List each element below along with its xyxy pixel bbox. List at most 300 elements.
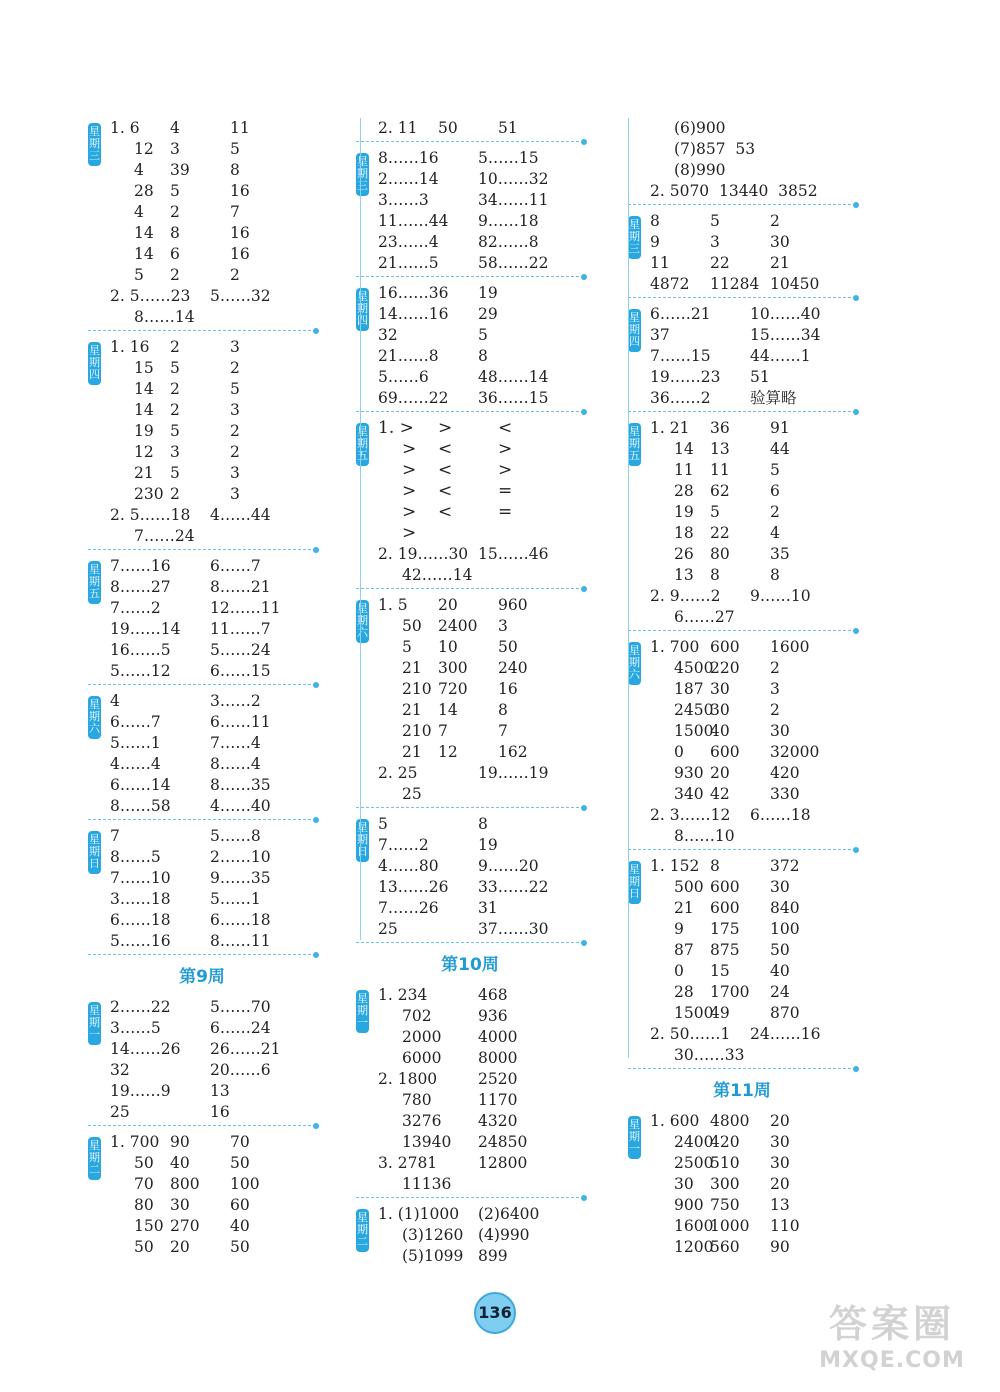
answer-value: 49 xyxy=(710,1004,730,1022)
answer-value: 8 xyxy=(478,347,488,365)
answer-value: 16 xyxy=(230,224,250,242)
answer-value: 16……5 xyxy=(110,641,171,659)
answer-line xyxy=(110,868,316,889)
answer-value: 39 xyxy=(170,161,190,179)
answer-value: 340 xyxy=(674,785,704,803)
answer-value: 3 xyxy=(230,338,240,356)
answer-line xyxy=(650,181,856,202)
answer-line xyxy=(110,286,316,307)
answer-value: 6……15 xyxy=(210,662,271,680)
day-tab-char: 星 xyxy=(629,1118,640,1131)
answer-value: 8 xyxy=(650,212,660,230)
day-tab-char: 星 xyxy=(357,602,368,615)
answer-value: 6……7 xyxy=(210,557,261,575)
answer-value: 1. > xyxy=(378,418,414,438)
answer-value: 87 xyxy=(674,941,694,959)
answer-value: 2 xyxy=(770,503,780,521)
answer-value: 8 xyxy=(710,566,720,584)
answer-value: 21……8 xyxy=(378,347,439,365)
answer-value: 4 xyxy=(170,119,180,137)
answer-value: 5 xyxy=(378,815,388,833)
day-tab xyxy=(88,831,101,874)
answer-line xyxy=(378,502,584,523)
answer-line xyxy=(378,211,584,232)
answer-value: 560 xyxy=(710,1238,740,1256)
answer-line xyxy=(110,265,316,286)
watermark-url: MXQE.COM xyxy=(819,1348,965,1373)
answer-line xyxy=(110,463,316,484)
answer-line xyxy=(650,586,856,607)
answer-value: 840 xyxy=(770,899,800,917)
day-tab xyxy=(88,1002,101,1045)
answer-value: 10……40 xyxy=(750,305,821,323)
answer-value: 702 xyxy=(402,1007,432,1025)
answer-value: 30 xyxy=(770,722,790,740)
answer-value: 14 xyxy=(134,224,154,242)
answer-value: 8……21 xyxy=(210,578,271,596)
answer-value: 5 xyxy=(230,380,240,398)
answer-line xyxy=(378,595,584,616)
answer-line xyxy=(110,400,316,421)
answer-value: 24850 xyxy=(478,1133,528,1151)
answer-line xyxy=(650,982,856,1003)
answer-line xyxy=(110,1174,316,1195)
answer-value: 19……14 xyxy=(110,620,181,638)
day-tab-char: 星 xyxy=(89,1139,100,1152)
answer-value: 7 xyxy=(438,722,448,740)
answer-value: 20 xyxy=(710,764,730,782)
answer-value: 16 xyxy=(210,1103,230,1121)
answer-value: 35 xyxy=(770,545,790,563)
day-answer-block xyxy=(356,1204,584,1267)
day-answer-block xyxy=(88,556,316,685)
answer-line xyxy=(378,283,584,304)
answer-value: 21 xyxy=(134,464,154,482)
column-divider xyxy=(360,118,361,940)
day-tab xyxy=(356,423,369,466)
answer-value: (8)990 xyxy=(674,161,726,179)
day-tab xyxy=(356,600,369,643)
answer-value: 44……1 xyxy=(750,347,811,365)
answer-value: 230 xyxy=(134,485,164,503)
answer-line xyxy=(650,253,856,274)
answer-value: 9 xyxy=(650,233,660,251)
day-tab-char: 星 xyxy=(89,833,100,846)
day-tab xyxy=(356,288,369,331)
answer-line xyxy=(650,742,856,763)
answer-line xyxy=(650,940,856,961)
answer-value: 7……10 xyxy=(110,869,171,887)
day-answer-block xyxy=(88,1132,316,1258)
answer-value: 1. 5 xyxy=(378,596,408,614)
answer-value: 10 xyxy=(438,638,458,656)
answer-line xyxy=(110,754,316,775)
answer-value: 30 xyxy=(770,1133,790,1151)
day-tab-char: 四 xyxy=(357,314,368,327)
day-answer-block xyxy=(356,118,584,142)
answer-value: 1. 700 xyxy=(110,1133,160,1151)
answer-value: 3……5 xyxy=(110,1019,161,1037)
day-tab-char: 五 xyxy=(89,587,100,600)
answer-line xyxy=(650,658,856,679)
answer-value: 32000 xyxy=(770,743,820,761)
answer-value: 1. (1)1000 xyxy=(378,1205,460,1223)
answer-value: 3……2 xyxy=(210,692,261,710)
answer-value: 32 xyxy=(110,1061,130,1079)
answer-value: 11 xyxy=(650,254,670,272)
answer-value: 13 xyxy=(770,1196,790,1214)
answer-value: 2……10 xyxy=(210,848,271,866)
day-tab-char: 三 xyxy=(89,149,100,162)
day-tab-char: 二 xyxy=(357,1235,368,1248)
answer-value: 5……12 xyxy=(110,662,171,680)
answer-line xyxy=(378,1225,584,1246)
answer-value: 4872 xyxy=(650,275,690,293)
answer-line xyxy=(110,1195,316,1216)
day-answer-block xyxy=(356,595,584,808)
answer-value: 8……27 xyxy=(110,578,171,596)
answer-value: 4800 xyxy=(710,1112,750,1130)
answer-line xyxy=(378,1027,584,1048)
answer-value: 2450 xyxy=(674,701,714,719)
day-tab xyxy=(88,1137,101,1180)
day-answer-block xyxy=(628,304,856,412)
answer-value: 9……18 xyxy=(478,212,539,230)
answer-value: 100 xyxy=(770,920,800,938)
answer-value: 2400 xyxy=(674,1133,714,1151)
answer-line xyxy=(110,244,316,265)
answer-line xyxy=(110,484,316,505)
answer-line xyxy=(110,337,316,358)
day-tab-char: 六 xyxy=(629,668,640,681)
answer-value: 28 xyxy=(134,182,154,200)
answer-line xyxy=(378,985,584,1006)
answer-value: 2. 19……30 xyxy=(378,545,469,563)
answer-value: 30 xyxy=(770,1154,790,1172)
day-tab-char: 星 xyxy=(629,644,640,657)
answer-value: 8……10 xyxy=(674,827,735,845)
answer-value: 32 xyxy=(378,326,398,344)
answer-value: > xyxy=(402,502,417,522)
week-heading: 第9周 xyxy=(179,967,225,987)
answer-line xyxy=(650,1174,856,1195)
answer-value: < xyxy=(438,460,453,480)
answer-line xyxy=(110,796,316,817)
day-tab-char: 日 xyxy=(89,857,100,870)
answer-value: 90 xyxy=(170,1133,190,1151)
day-tab-char: 期 xyxy=(629,437,640,450)
answer-value: 14 xyxy=(674,440,694,458)
answer-line xyxy=(650,637,856,658)
answer-value: = xyxy=(498,502,513,522)
answer-value: (7)857 53 xyxy=(674,140,756,158)
answer-value: 936 xyxy=(478,1007,508,1025)
answer-value: 6……18 xyxy=(210,911,271,929)
answer-line xyxy=(378,325,584,346)
answer-value: 720 xyxy=(438,680,468,698)
answer-value: 500 xyxy=(674,878,704,896)
answer-value: 44 xyxy=(770,440,790,458)
answer-value: > xyxy=(498,439,513,459)
answer-value: 18 xyxy=(674,524,694,542)
day-tab xyxy=(628,216,641,259)
answer-value: 20……6 xyxy=(210,1061,271,1079)
day-tab-char: 星 xyxy=(357,1211,368,1224)
answer-value: 11 xyxy=(674,461,694,479)
answer-value: 37 xyxy=(650,326,670,344)
answer-value: 11 xyxy=(230,119,250,137)
answer-value: 9……20 xyxy=(478,857,539,875)
answer-value: > xyxy=(402,460,417,480)
answer-line xyxy=(110,139,316,160)
answer-value: 3 xyxy=(230,485,240,503)
answer-value: 4……40 xyxy=(210,797,271,815)
day-answer-block xyxy=(88,997,316,1126)
day-tab-char: 期 xyxy=(357,167,368,180)
answer-value: 33……22 xyxy=(478,878,549,896)
answer-value: 5……32 xyxy=(210,287,271,305)
day-answer-block xyxy=(88,337,316,550)
answer-value: 19 xyxy=(478,284,498,302)
answer-line xyxy=(378,1069,584,1090)
answer-value: 29 xyxy=(478,305,498,323)
day-tab-char: 六 xyxy=(357,626,368,639)
answer-value: 50 xyxy=(770,941,790,959)
day-tab-char: 星 xyxy=(89,125,100,138)
answer-value: 4……44 xyxy=(210,506,271,524)
page-number-badge: 136 xyxy=(474,1292,516,1334)
day-tab xyxy=(356,990,369,1033)
answer-value: 50 xyxy=(402,617,422,635)
answer-value: 24……16 xyxy=(750,1025,821,1043)
answer-line xyxy=(110,118,316,139)
answer-value: 13 xyxy=(210,1082,230,1100)
day-tab-char: 三 xyxy=(629,242,640,255)
answer-value: 3 xyxy=(170,443,180,461)
answer-value: 5 xyxy=(170,464,180,482)
answer-value: 37……30 xyxy=(478,920,549,938)
answer-value: 16……36 xyxy=(378,284,449,302)
answer-value: 16 xyxy=(230,182,250,200)
answer-value: 930 xyxy=(674,764,704,782)
answer-line xyxy=(110,1102,316,1123)
answer-value: 25 xyxy=(402,785,422,803)
answer-value: 30 xyxy=(710,701,730,719)
answer-value: 14……26 xyxy=(110,1040,181,1058)
answer-line xyxy=(378,898,584,919)
answer-value: 验算略 xyxy=(750,389,797,407)
answer-value: 3 xyxy=(230,401,240,419)
answer-line xyxy=(110,421,316,442)
answer-value: 40 xyxy=(230,1217,250,1235)
answer-value: 6……14 xyxy=(110,776,171,794)
answer-value: 3 xyxy=(230,464,240,482)
answer-line xyxy=(110,691,316,712)
day-tab-char: 星 xyxy=(357,425,368,438)
answer-line xyxy=(650,1195,856,1216)
answer-value: 7……4 xyxy=(210,734,261,752)
day-tab-char: 期 xyxy=(629,656,640,669)
answer-value: 12 xyxy=(438,743,458,761)
answer-value: 300 xyxy=(438,659,468,677)
answer-value: 175 xyxy=(710,920,740,938)
day-answer-block xyxy=(628,211,856,298)
answer-value: = xyxy=(498,481,513,501)
answer-value: 2. 9……2 xyxy=(650,587,721,605)
answer-value: 240 xyxy=(498,659,528,677)
answer-value: 1. 21 xyxy=(650,419,690,437)
day-tab-char: 二 xyxy=(89,1163,100,1176)
answer-value: 8……4 xyxy=(210,755,261,773)
column-divider xyxy=(628,118,629,1058)
answer-line xyxy=(110,379,316,400)
answer-line xyxy=(110,847,316,868)
answer-line xyxy=(110,1060,316,1081)
answer-value: 3 xyxy=(170,140,180,158)
day-answer-block xyxy=(88,118,316,331)
day-tab xyxy=(88,561,101,604)
answer-value: 2 xyxy=(170,485,180,503)
answer-value: 2. 11 xyxy=(378,119,418,137)
answer-line xyxy=(110,577,316,598)
answer-value: 24 xyxy=(770,983,790,1001)
answer-value: 800 xyxy=(170,1175,200,1193)
answer-line xyxy=(650,919,856,940)
answer-value: 110 xyxy=(770,1217,800,1235)
answer-column-1 xyxy=(88,118,316,1258)
answer-value: 51 xyxy=(498,119,518,137)
week-heading: 第11周 xyxy=(713,1081,771,1101)
answer-value: 62 xyxy=(710,482,730,500)
day-tab xyxy=(356,819,369,862)
answer-value: 30 xyxy=(770,878,790,896)
day-tab-char: 期 xyxy=(629,875,640,888)
answer-line xyxy=(378,700,584,721)
answer-line xyxy=(110,526,316,547)
answer-line xyxy=(650,721,856,742)
answer-value: 1. 234 xyxy=(378,986,428,1004)
answer-value: 5……1 xyxy=(110,734,161,752)
answer-value: 30 xyxy=(674,1175,694,1193)
answer-value: 7……24 xyxy=(134,527,195,545)
answer-value: 30……33 xyxy=(674,1046,745,1064)
answer-line xyxy=(650,700,856,721)
answer-value: 2. 5……18 xyxy=(110,506,191,524)
answer-value: 6……18 xyxy=(750,806,811,824)
answer-value: 875 xyxy=(710,941,740,959)
day-tab-char: 星 xyxy=(89,563,100,576)
answer-line xyxy=(378,1006,584,1027)
answer-line xyxy=(110,1132,316,1153)
answer-value: 899 xyxy=(478,1247,508,1265)
answer-line xyxy=(650,1003,856,1024)
answer-value: 26……21 xyxy=(210,1040,281,1058)
day-tab xyxy=(356,153,369,196)
day-answer-block xyxy=(356,283,584,412)
answer-value: 8……16 xyxy=(378,149,439,167)
answer-line xyxy=(110,931,316,952)
answer-value: 5 xyxy=(230,140,240,158)
answer-line xyxy=(378,1111,584,1132)
answer-value: 21……5 xyxy=(378,254,439,272)
answer-value: 40 xyxy=(170,1154,190,1172)
answer-value: 7 xyxy=(110,827,120,845)
answer-value: 13940 xyxy=(402,1133,452,1151)
answer-line xyxy=(650,418,856,439)
answer-value: > xyxy=(438,418,453,438)
answer-value: 510 xyxy=(710,1154,740,1172)
answer-value: 870 xyxy=(770,1004,800,1022)
day-answer-block xyxy=(356,418,584,589)
answer-line xyxy=(650,118,856,139)
day-tab-char: 期 xyxy=(357,614,368,627)
answer-line xyxy=(110,910,316,931)
answer-value: 12……11 xyxy=(210,599,281,617)
answer-value: 21 xyxy=(770,254,790,272)
answer-value: 4 xyxy=(110,692,120,710)
answer-line xyxy=(110,997,316,1018)
day-tab xyxy=(628,642,641,685)
answer-line xyxy=(110,1216,316,1237)
answer-value: 40 xyxy=(710,722,730,740)
answer-value: 162 xyxy=(498,743,528,761)
answer-line xyxy=(378,637,584,658)
answer-line xyxy=(110,619,316,640)
answer-value: 9 xyxy=(674,920,684,938)
answer-line xyxy=(650,232,856,253)
day-tab xyxy=(628,1116,641,1159)
answer-value: 8 xyxy=(478,815,488,833)
answer-value: 7 xyxy=(498,722,508,740)
answer-value: 50 xyxy=(498,638,518,656)
answer-value: 4……4 xyxy=(110,755,161,773)
answer-value: 10……32 xyxy=(478,170,549,188)
answer-value: 4 xyxy=(134,203,144,221)
answer-value: 90 xyxy=(770,1238,790,1256)
answer-line xyxy=(110,1153,316,1174)
answer-line xyxy=(650,523,856,544)
week-heading: 第10周 xyxy=(441,955,499,975)
day-tab-char: 期 xyxy=(89,356,100,369)
answer-value: 2 xyxy=(230,443,240,461)
answer-value: 50 xyxy=(134,1154,154,1172)
answer-line xyxy=(110,223,316,244)
answer-value: 19……19 xyxy=(478,764,549,782)
answer-value: < xyxy=(438,439,453,459)
day-tab-char: 星 xyxy=(357,821,368,834)
day-tab-char: 星 xyxy=(89,698,100,711)
answer-value: 19……9 xyxy=(110,1082,171,1100)
answer-value: 3……18 xyxy=(110,890,171,908)
answer-value: 187 xyxy=(674,680,704,698)
day-answer-block xyxy=(356,148,584,277)
answer-value: 13 xyxy=(674,566,694,584)
answer-value: 8……11 xyxy=(210,932,271,950)
day-tab-char: 星 xyxy=(629,311,640,324)
day-tab xyxy=(88,123,101,166)
answer-line xyxy=(110,1018,316,1039)
answer-value: 5……8 xyxy=(210,827,261,845)
answer-value: 25 xyxy=(378,920,398,938)
day-tab-char: 星 xyxy=(89,1004,100,1017)
answer-line xyxy=(378,544,584,565)
day-tab-char: 期 xyxy=(89,845,100,858)
answer-line xyxy=(650,388,856,409)
answer-line xyxy=(378,919,584,940)
answer-value: 21 xyxy=(402,701,422,719)
day-tab-char: 期 xyxy=(357,833,368,846)
answer-line xyxy=(650,856,856,877)
